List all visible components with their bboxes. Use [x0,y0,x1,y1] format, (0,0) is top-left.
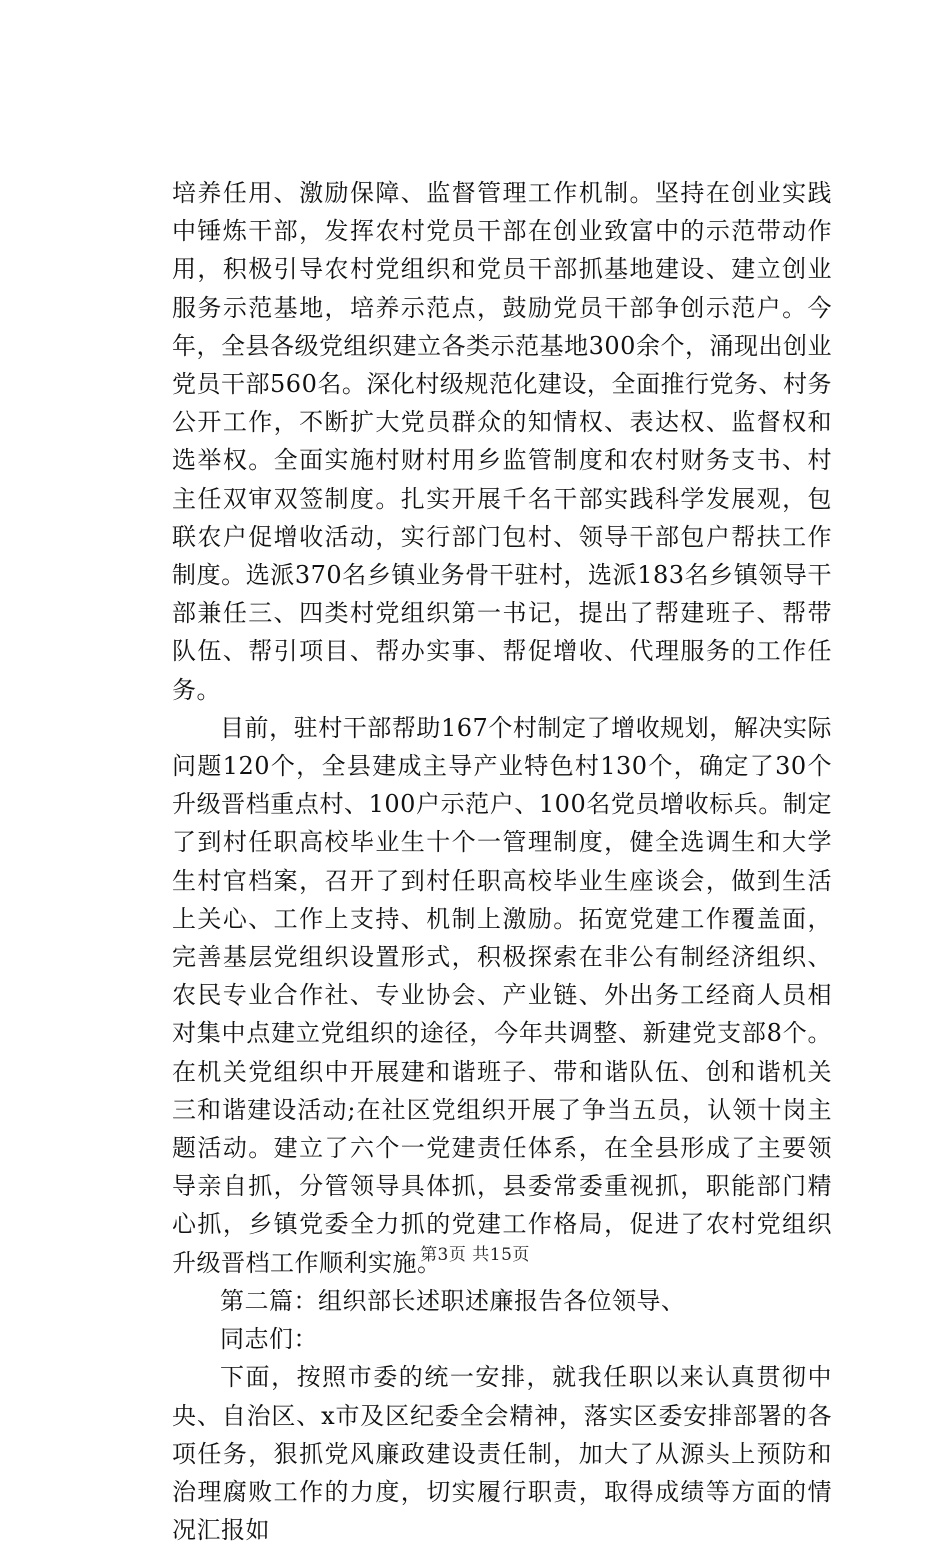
paragraph-1: 培养任用、激励保障、监督管理工作机制。坚持在创业实践中锤炼干部，发挥农村党员干部在创业致富中的示范带动作用，积极引导农村党组织和党员干部抓基地建设、建立创业服务示范基地，培养示范点，鼓励党员干部争创示范户。今年，全县各级党组织建立各类示范基地300余个，涌现出创业党员干部560名。深化村级规范化建设，全面推行党务、村务公开工作，不断扩大党员群众的知情权、表达权、监督权和选举权。全面实施村财村用乡监管制度和农村财务支书、村主任双审双签制度。扎实开展千名干部实践科学发展观，包联农户促增收活动，实行部门包村、领导干部包户帮扶工作制度。选派370名乡镇业务骨干驻村，选派183名乡镇领导干部兼任三、四类村党组织第一书记，提出了帮建班子、帮带队伍、帮引项目、帮办实事、帮促增收、代理服务的工作任务。 [172,179,832,704]
paragraph-2: 目前，驻村干部帮助167个村制定了增收规划，解决实际问题120个，全县建成主导产业特色村130个，确定了30个升级晋档重点村、100户示范户、100名党员增收标兵。制定了到村任职高校毕业生十个一管理制度，健全选调生和大学生村官档案，召开了到村任职高校毕业生座谈会，做到生活上关心、工作上支持、机制上激励。拓宽党建工作覆盖面，完善基层党组织设置形式，积极探索在非公有制经济组织、农民专业合作社、专业协会、产业链、外出务工经商人员相对集中点建立党组织的途径，今年共调整、新建党支部8个。在机关党组织中开展建和谐班子、带和谐队伍、创和谐机关三和谐建设活动;在社区党组织开展了争当五员，认领十岗主题活动。建立了六个一党建责任体系，在全县形成了主要领导亲自抓，分管领导具体抓，县委常委重视抓，职能部门精心抓，乡镇党委全力抓的党建工作格局，促进了农村党组织升级晋档工作顺利实施。 [172,713,832,1277]
paragraph-3: 下面，按照市委的统一安排，就我任职以来认真贯彻中央、自治区、x市及区纪委全会精神，落实区委安排部署的各项任务，狠抓党风廉政建设责任制，加大了从源头上预防和治理腐败工作的力度，切实履行职责，取得成绩等方面的情况汇报如 [172,1363,832,1545]
page-number-footer: 第3页 共15页 [420,1245,530,1265]
section-heading: 第二篇：组织部长述职述廉报告各位领导、 [220,1286,686,1315]
document-body [172,174,832,1549]
salutation: 同志们： [220,1325,318,1354]
